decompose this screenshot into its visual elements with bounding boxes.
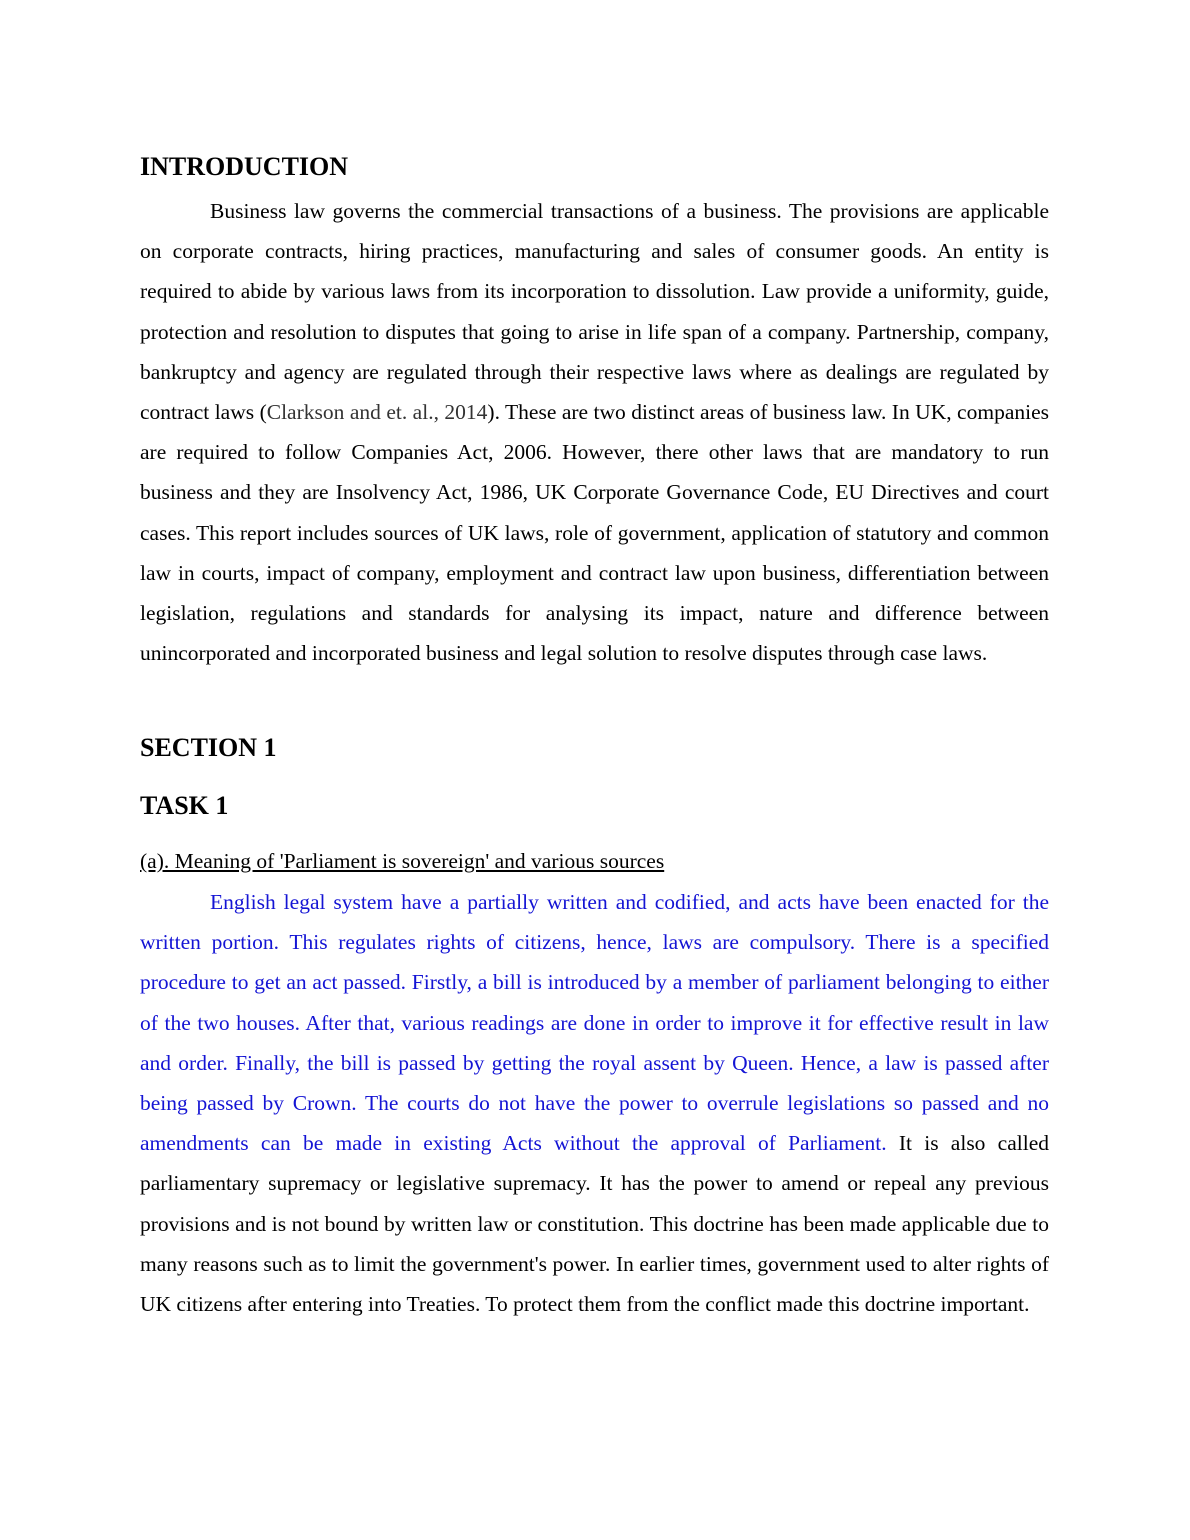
- section-heading: SECTION 1: [140, 733, 277, 762]
- subheading-a: (a). Meaning of 'Parliament is sovereign' and various sources: [140, 849, 665, 873]
- task-heading: TASK 1: [140, 791, 229, 820]
- intro-text-part1: Business law governs the commercial transactions of a business. The provisions are applicable on corporate contracts, hiring practices, manufacturing and sales of consumer goods. An entity is required to abide by various laws from its incorporation to dissolution. Law provide a uniformity, guide, protection and resolution to disputes that going to arise in life span of a company. Partnership, company, bankruptcy and agency are regulated through their respective laws where as dealings are regulated by contract laws (: [140, 199, 1049, 425]
- intro-text-part2: ). These are two distinct areas of business law. In UK, companies are required to follow Companies Act, 2006. However, there other laws that are mandatory to run business and they are Insolvency Act, 1986, UK Corporate Governance Code, EU Directives and court cases. This report includes sources of UK laws, role of government, application of statutory and common law in courts, impact of company, employment and contract law upon business, differentiation between legislation, regulations and standards for analysing its impact, nature and difference between unincorporated and incorporated business and legal solution to resolve disputes through case laws.: [140, 400, 1049, 666]
- highlighted-text: English legal system have a partially written and codified, and acts have been enacted for the written portion. This regulates rights of citizens, hence, laws are compulsory. There is a specified procedure to get an act passed. Firstly, a bill is introduced by a member of parliament belonging to either of the two houses. After that, various readings are done in order to improve it for effective result in law and order. Finally, the bill is passed by getting the royal assent by Queen. Hence, a law is passed after being passed by Crown. The courts do not have the power to overrule legislations so passed and no amendments can be made in existing Acts without the approval of Parliament.: [140, 890, 1049, 1156]
- introduction-paragraph: [140, 191, 1049, 673]
- introduction-heading: INTRODUCTION: [140, 152, 349, 181]
- body-text: It is also called parliamentary supremacy or legislative supremacy. It has the power to amend or repeal any previous provisions and is not bound by written law or constitution. This doctrine has been made applicable due to many reasons such as to limit the government's power. In earlier times, government used to alter rights of UK citizens after entering into Treaties. To protect them from the conflict made this doctrine important.: [140, 1131, 1049, 1317]
- citation: Clarkson and et. al., 2014: [266, 400, 488, 425]
- task-paragraph: [140, 882, 1049, 1324]
